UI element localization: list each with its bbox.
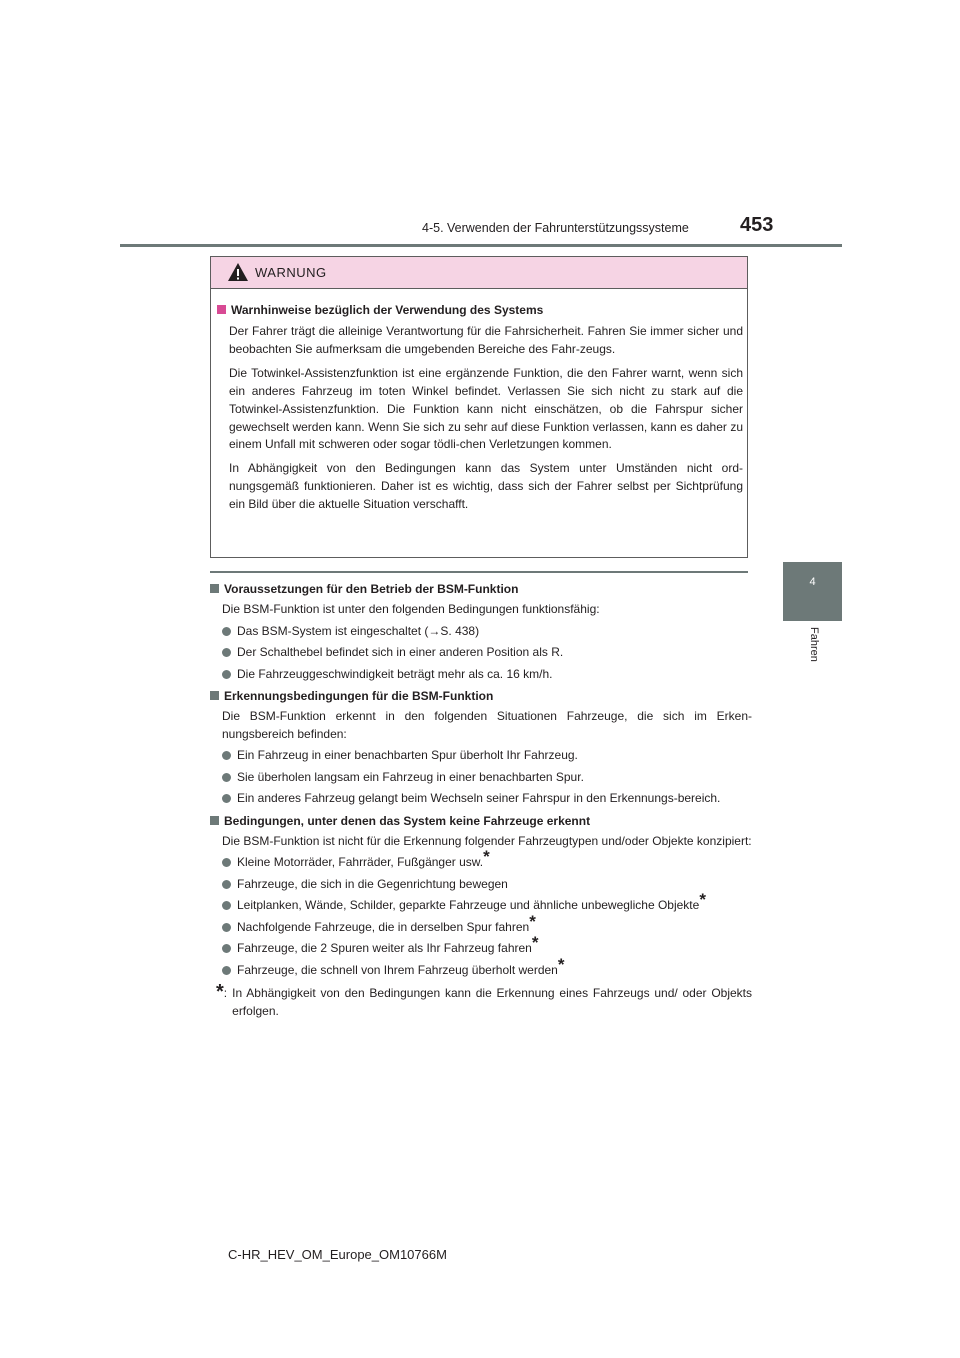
running-header: 4-5. Verwenden der Fahrunterstützungssysteme — [422, 221, 689, 235]
footnote-star: * — [557, 954, 565, 974]
footnote-star: * — [699, 890, 706, 909]
section-heading-text: Bedingungen, unter denen das System keine Fahrzeuge erkennt — [224, 813, 591, 828]
square-bullet-icon — [210, 584, 219, 593]
round-bullet-icon — [222, 966, 231, 975]
section-heading-text: Erkennungsbedingungen für die BSM-Funktion — [224, 689, 494, 703]
list-item-text — [237, 911, 752, 937]
list-item-label: Nachfolgende Fahrzeuge, die in derselben Spur fahren — [237, 919, 530, 934]
round-bullet-icon — [222, 627, 231, 636]
list-item-text: Sie überholen langsam ein Fahrzeug in einer benachbarten Spur. — [237, 769, 584, 784]
list-item-text: Das BSM-System ist eingeschaltet (→S. 438) — [237, 623, 480, 638]
document-code: C-HR_HEV_OM_Europe_OM10766M — [228, 1247, 447, 1262]
list-item-text — [237, 954, 752, 980]
list-item-text: Fahrzeuge, die sich in die Gegenrichtung bewegen — [237, 876, 508, 891]
list-item — [222, 644, 752, 662]
footnote-text: In Abhängigkeit von den Bedingungen kann die Erkennung eines Fahrzeugs und/ oder Objekts erfolgen. — [232, 986, 752, 1018]
list-item — [222, 747, 752, 765]
list-item-label: Fahrzeuge, die 2 Spuren weiter als Ihr Fahrzeug fahren — [237, 941, 532, 955]
section-intro: Die BSM-Funktion erkennt in den folgenden Situationen Fahrzeuge, die sich im Erken-nungsbereich befinden: — [222, 709, 752, 741]
round-bullet-icon — [222, 794, 231, 803]
warning-header — [211, 257, 747, 289]
warning-title: WARNUNG — [255, 265, 327, 280]
square-bullet-icon — [217, 305, 226, 314]
list-item-text: Ein anderes Fahrzeug gelangt beim Wechseln seiner Fahrspur in den Erkennungs-bereich. — [237, 791, 721, 805]
round-bullet-icon — [222, 923, 231, 932]
footnote-star: * — [483, 847, 490, 866]
warning-paragraph: Die Totwinkel-Assistenzfunktion ist eine ergänzende Funktion, die den Fahrer warnt, wenn sich ein anderes Fahrzeug im toten Winkel befindet. Verlassen Sie sich nicht zu stark auf die Totwinkel-Assistenzfunktion. Die Funktion kann nicht einschätzen, ob die Fahrspur sicher gewechselt werden kann. Wenn Sie sich zu sehr auf diese Funktion verlassen, kann es daher zu einem Unfall mit schweren oder sogar tödli-chen Verletzungen kommen. — [229, 365, 743, 452]
list-item-label: Fahrzeuge, die schnell von Ihrem Fahrzeug überholt werden — [237, 962, 558, 977]
warning-paragraph: Der Fahrer trägt die alleinige Verantwortung für die Fahrsicherheit. Fahren Sie immer sicher und beobachten Sie aufmerksam die umgebenden Bereiche des Fahr-zeugs. — [229, 324, 743, 356]
chapter-tab — [783, 562, 842, 621]
footnote-star: * — [529, 911, 536, 931]
warning-heading — [217, 301, 743, 319]
round-bullet-icon — [222, 773, 231, 782]
list-item-text — [237, 890, 752, 915]
chapter-number: 4 — [809, 576, 816, 588]
list-item — [222, 933, 752, 958]
warning-box — [210, 256, 748, 558]
warning-triangle-icon — [227, 261, 249, 283]
round-bullet-icon — [222, 670, 231, 679]
footnote-star: * — [531, 933, 539, 952]
main-content — [210, 580, 752, 1020]
footnote-mark: * — [216, 981, 224, 1003]
round-bullet-icon — [222, 880, 231, 889]
list-item-label: Leitplanken, Wände, Schilder, geparkte Fahrzeuge und ähnliche unbewegliche Objekte — [237, 898, 700, 912]
chapter-name: Fahren — [808, 627, 820, 662]
header-rule — [120, 244, 842, 247]
section-heading — [210, 687, 752, 705]
list-item — [222, 790, 752, 808]
footnote — [216, 981, 752, 1020]
warning-body — [217, 301, 743, 520]
list-item-label: Kleine Motorräder, Fahrräder, Fußgänger usw. — [237, 855, 484, 869]
round-bullet-icon — [222, 648, 231, 657]
list-item — [222, 666, 752, 684]
warning-paragraph: In Abhängigkeit von den Bedingungen kann das System unter Umständen nicht ord-nungsgemäß funktionieren. Daher ist es wichtig, dass sich der Fahrer selbst per Sichtprüfung ein Bild über die aktuelle Situation verschafft. — [229, 461, 743, 512]
list-item — [222, 911, 752, 937]
page-number: 453 — [740, 214, 774, 236]
list-item-text: Ein Fahrzeug in einer benachbarten Spur überholt Ihr Fahrzeug. — [237, 748, 578, 762]
round-bullet-icon — [222, 901, 231, 910]
section-heading-text: Voraussetzungen für den Betrieb der BSM-Funktion — [224, 582, 519, 596]
section-heading — [210, 812, 752, 830]
list-item — [222, 876, 752, 894]
list-item — [222, 769, 752, 787]
list-item-text — [237, 847, 752, 872]
section-rule — [210, 571, 748, 573]
list-item — [222, 890, 752, 915]
round-bullet-icon — [222, 751, 231, 760]
list-item-text — [237, 933, 752, 958]
square-bullet-icon — [210, 691, 219, 700]
round-bullet-icon — [222, 858, 231, 867]
list-item — [222, 623, 752, 641]
list-item — [222, 954, 752, 980]
section-intro: Die BSM-Funktion ist unter den folgenden Bedingungen funktionsfähig: — [222, 602, 600, 616]
list-item-text: Der Schalthebel befindet sich in einer anderen Position als R. — [237, 645, 564, 659]
list-item — [222, 847, 752, 872]
round-bullet-icon — [222, 944, 231, 953]
section-intro: Die BSM-Funktion ist nicht für die Erkennung folgender Fahrzeugtypen und/oder Objekte konzipiert: — [222, 833, 752, 848]
warning-heading-text: Warnhinweise bezüglich der Verwendung des Systems — [231, 303, 544, 317]
footnote-colon: : — [223, 986, 228, 1000]
section-heading — [210, 580, 752, 598]
list-item-text: Die Fahrzeuggeschwindigkeit beträgt mehr als ca. 16 km/h. — [237, 666, 553, 681]
square-bullet-icon — [210, 816, 219, 825]
